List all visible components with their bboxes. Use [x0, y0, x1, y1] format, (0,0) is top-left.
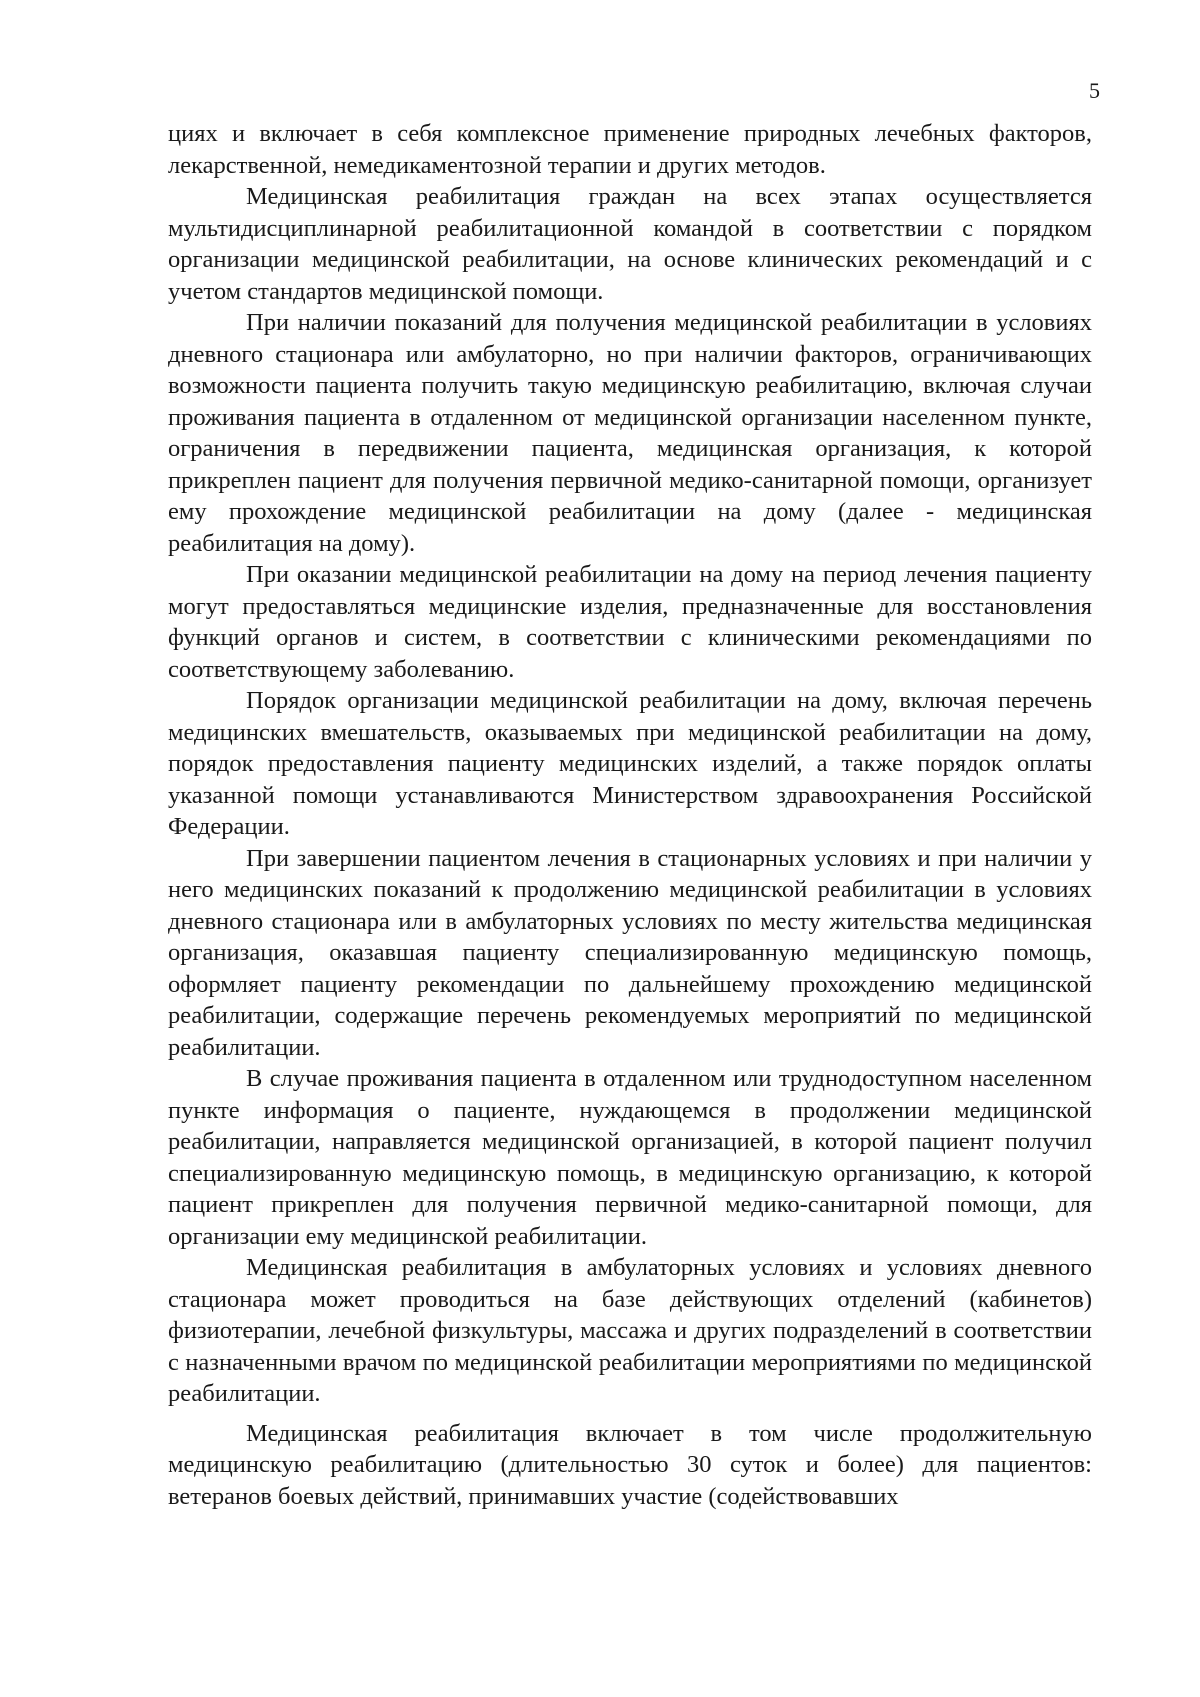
page-number: 5 [1089, 78, 1100, 103]
document-body [168, 118, 1092, 1512]
paragraph: При наличии показаний для получения медицинской реабилитации в условиях дневного стационара или амбулаторно, но при наличии факторов, ограничивающих возможности пациента получить такую медицинскую реабилитацию, включая случаи проживания пациента в отдаленном от медицинской организации населенном пункте, ограничения в передвижении пациента, медицинская организация, к которой прикреплен пациент для получения первичной медико-санитарной помощи, организует ему прохождение медицинской реабилитации на дому (далее - медицинская реабилитация на дому). [168, 309, 1092, 557]
paragraph: Порядок организации медицинской реабилитации на дому, включая перечень медицинских вмешательств, оказываемых при медицинской реабилитации на дому, порядок предоставления пациенту медицинских изделий, а также порядок оплаты указанной помощи устанавливаются Министерством здравоохранения Российской Федерации. [168, 687, 1092, 840]
paragraph: При оказании медицинской реабилитации на дому на период лечения пациенту могут предоставляться медицинские изделия, предназначенные для восстановления функций органов и систем, в соответствии с клиническими рекомендациями по соответствующему заболеванию. [168, 561, 1092, 683]
paragraph: В случае проживания пациента в отдаленном или труднодоступном населенном пункте информация о пациенте, нуждающемся в продолжении медицинской реабилитации, направляется медицинской организацией, в которой пациент получил специализированную медицинскую помощь, в медицинскую организацию, к которой пациент прикреплен для получения первичной медико-санитарной помощи, для организации ему медицинской реабилитации. [168, 1065, 1092, 1250]
paragraph: Медицинская реабилитация граждан на всех этапах осуществляется мультидисциплинарной реабилитационной командой в соответствии с порядком организации медицинской реабилитации, на основе клинических рекомендаций и с учетом стандартов медицинской помощи. [168, 183, 1092, 305]
paragraph: циях и включает в себя комплексное применение природных лечебных факторов, лекарственной, немедикаментозной терапии и других методов. [168, 120, 1092, 179]
paragraph: При завершении пациентом лечения в стационарных условиях и при наличии у него медицинских показаний к продолжению медицинской реабилитации в условиях дневного стационара или в амбулаторных условиях по месту жительства медицинская организация, оказавшая пациенту специализированную медицинскую помощь, оформляет пациенту рекомендации по дальнейшему прохождению медицинской реабилитации, содержащие перечень рекомендуемых мероприятий по медицинской реабилитации. [168, 844, 1092, 1061]
paragraph: Медицинская реабилитация в амбулаторных условиях и условиях дневного стационара может проводиться на базе действующих отделений (кабинетов) физиотерапии, лечебной физкультуры, массажа и других подразделений в соответствии с назначенными врачом по медицинской реабилитации мероприятиями по медицинской реабилитации. [168, 1254, 1092, 1407]
paragraph: Медицинская реабилитация включает в том числе продолжительную медицинскую реабилитацию (длительностью 30 суток и более) для пациентов: ветеранов боевых действий, принимавших участие (содействовавших [168, 1419, 1092, 1510]
